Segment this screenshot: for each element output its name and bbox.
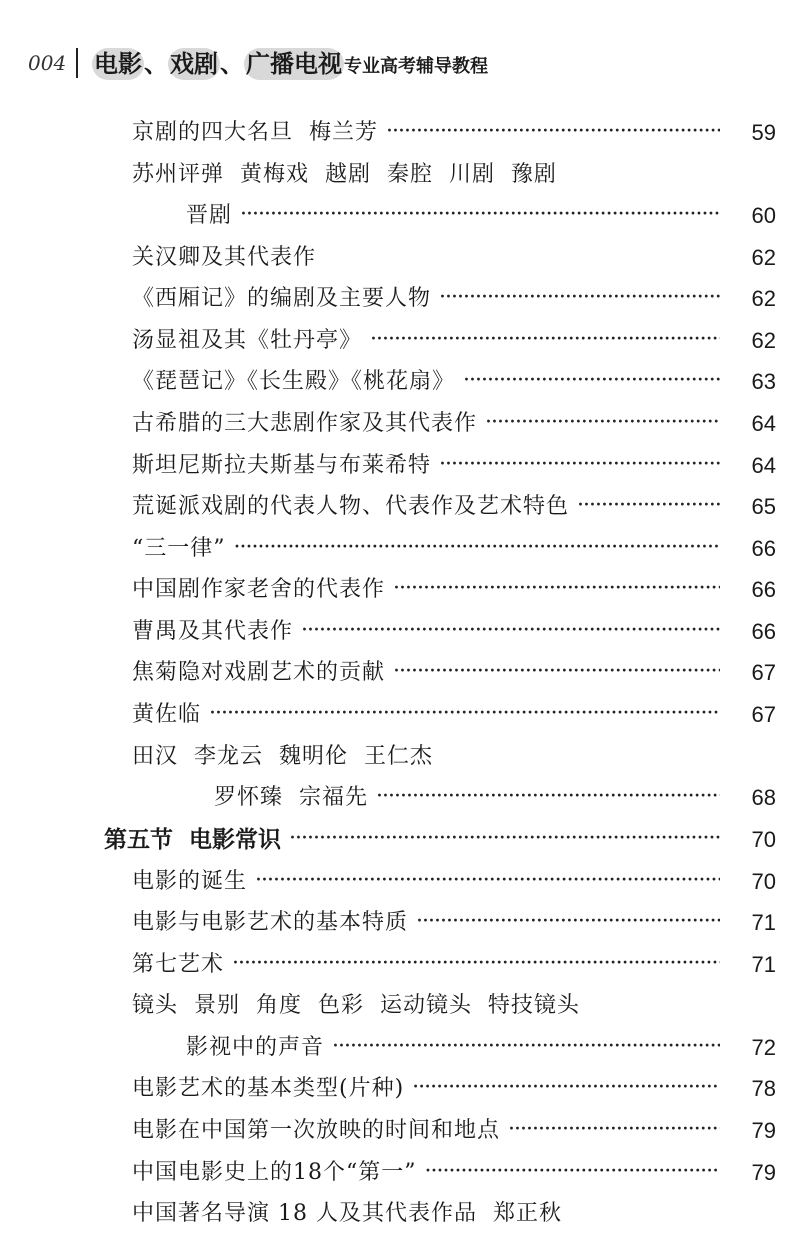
- toc-leader-dots: [332, 1030, 720, 1066]
- toc-leader-dots: [255, 864, 720, 900]
- toc-page-number: 67: [751, 702, 776, 727]
- toc-page-number: 72: [751, 1035, 776, 1060]
- toc-page-number: 62: [751, 245, 776, 270]
- toc-entry[interactable]: [0, 1071, 800, 1107]
- toc-entry[interactable]: [0, 780, 800, 816]
- toc-leader-dots: [416, 905, 720, 941]
- toc-page-number: 79: [751, 1118, 776, 1143]
- toc-entry-title: “三一律”: [132, 536, 226, 561]
- toc-page-number: 65: [751, 494, 776, 519]
- toc-entry[interactable]: [0, 655, 800, 691]
- toc-leader-dots: [463, 364, 720, 400]
- toc-page-number: 63: [751, 369, 776, 394]
- toc-page-number: 64: [751, 453, 776, 478]
- toc-entry-title: 第七艺术: [132, 952, 225, 977]
- toc-leader-dots: [376, 780, 720, 816]
- toc-entry[interactable]: [0, 448, 800, 484]
- toc-page-number: 71: [751, 910, 776, 935]
- toc-entry[interactable]: [0, 531, 800, 567]
- toc-entry-title: 罗怀臻 宗福先: [214, 785, 368, 810]
- toc-entry-title: 荒诞派戏剧的代表人物、代表作及艺术特色: [132, 494, 570, 519]
- toc-entry[interactable]: [0, 739, 800, 775]
- toc-entry-title: 古希腊的三大悲剧作家及其代表作: [132, 411, 478, 436]
- toc-leader-dots: [301, 614, 720, 650]
- toc-leader-dots: [393, 572, 720, 608]
- toc-entry[interactable]: [0, 157, 800, 193]
- toc-entry-title: 《西厢记》的编剧及主要人物: [132, 286, 432, 311]
- toc-page-number: 70: [751, 827, 776, 852]
- toc-page-number: 59: [751, 120, 776, 145]
- toc-entry-title: 晋剧: [186, 203, 233, 228]
- toc-entry[interactable]: [0, 988, 800, 1024]
- toc-leader-dots: [289, 822, 720, 858]
- toc-entry-title: 电影的诞生: [132, 869, 248, 894]
- book-title-sep-2: 、: [220, 50, 244, 78]
- toc-page-number: 70: [751, 869, 776, 894]
- toc-entry-title: 《琵琶记》《长生殿》《桃花扇》: [132, 369, 456, 394]
- toc-entry[interactable]: [0, 489, 800, 525]
- toc-entry[interactable]: [0, 1155, 800, 1191]
- toc-entry[interactable]: [0, 1196, 800, 1232]
- book-title-part-2: 戏剧: [170, 50, 218, 78]
- toc-entry[interactable]: [0, 115, 800, 151]
- toc-leader-dots: [439, 448, 720, 484]
- toc-entry-title: 中国剧作家老舍的代表作: [132, 577, 386, 602]
- toc-page-number: 78: [751, 1076, 776, 1101]
- page-number: 004: [28, 51, 67, 75]
- toc-leader-dots: [508, 1113, 720, 1149]
- toc-leader-dots: [485, 406, 720, 442]
- toc-entry-title: 电影在中国第一次放映的时间和地点: [132, 1118, 501, 1143]
- toc-section-heading[interactable]: [0, 822, 800, 858]
- toc-leader-dots: [232, 947, 720, 983]
- toc-entry-title: 中国著名导演 18 人及其代表作品 郑正秋: [132, 1201, 562, 1226]
- toc-leader-dots: [393, 655, 720, 691]
- book-title-suffix: 专业高考辅导教程: [344, 56, 488, 77]
- toc-entry-title: 关汉卿及其代表作: [132, 245, 317, 270]
- toc-page-number: 60: [751, 203, 776, 228]
- toc-section-title: 第五节 电影常识: [104, 827, 282, 853]
- toc-page-number: 66: [751, 577, 776, 602]
- toc-entry-title: 田汉 李龙云 魏明伦 王仁杰: [132, 744, 433, 769]
- toc-leader-dots: [240, 198, 720, 234]
- toc-entry-title: 京剧的四大名旦 梅兰芳: [132, 120, 378, 145]
- toc-page-number: 62: [751, 286, 776, 311]
- toc-page-number: 79: [751, 1160, 776, 1185]
- toc-entry-title: 影视中的声音: [186, 1035, 325, 1060]
- toc-entry[interactable]: [0, 406, 800, 442]
- toc-entry-title: 电影艺术的基本类型(片种): [132, 1076, 405, 1101]
- toc-entry-title: 汤显祖及其《牡丹亭》: [132, 328, 363, 353]
- toc-entry[interactable]: [0, 364, 800, 400]
- toc-entry-title: 焦菊隐对戏剧艺术的贡献: [132, 660, 386, 685]
- toc-page-number: 64: [751, 411, 776, 436]
- book-title: [92, 44, 488, 79]
- toc-page-number: 68: [751, 785, 776, 810]
- toc-entry[interactable]: [0, 323, 800, 359]
- toc-leader-dots: [577, 489, 720, 525]
- toc-page-number: 66: [751, 619, 776, 644]
- toc-leader-dots: [386, 115, 720, 151]
- book-title-part-3: 广播电视: [246, 50, 342, 78]
- toc-entry-title: 斯坦尼斯拉夫斯基与布莱希特: [132, 453, 432, 478]
- toc-entry[interactable]: [0, 947, 800, 983]
- toc-entry-title: 电影与电影艺术的基本特质: [132, 910, 409, 935]
- book-title-part-1: 电影: [94, 50, 142, 78]
- toc-entry-title: 黄佐临: [132, 702, 202, 727]
- toc-leader-dots: [209, 697, 720, 733]
- toc-entry[interactable]: [0, 614, 800, 650]
- toc-entry[interactable]: [0, 1113, 800, 1149]
- toc-entry-title: 苏州评弹 黄梅戏 越剧 秦腔 川剧 豫剧: [132, 162, 557, 187]
- toc-entry-title: 镜头 景别 角度 色彩 运动镜头 特技镜头: [132, 993, 580, 1018]
- toc-entry[interactable]: [0, 198, 800, 234]
- toc-page-number: 62: [751, 328, 776, 353]
- toc-entry[interactable]: [0, 864, 800, 900]
- toc-page-number: 67: [751, 660, 776, 685]
- toc-entry-page: [0, 240, 800, 276]
- toc-leader-dots: [439, 281, 720, 317]
- toc-entry[interactable]: [0, 697, 800, 733]
- toc-entry[interactable]: [0, 572, 800, 608]
- toc-leader-dots: [412, 1071, 720, 1107]
- book-title-sep-1: 、: [144, 50, 168, 78]
- toc-leader-dots: [234, 531, 721, 567]
- toc-page-number: 71: [751, 952, 776, 977]
- toc-entry[interactable]: [0, 1030, 800, 1066]
- toc-entry-title: 中国电影史上的18个“第一”: [132, 1160, 417, 1185]
- toc-leader-dots: [425, 1155, 721, 1191]
- toc-entry-title: 曹禺及其代表作: [132, 619, 294, 644]
- toc-entry[interactable]: [0, 905, 800, 941]
- toc-leader-dots: [370, 323, 720, 359]
- header-divider: [76, 48, 78, 78]
- toc-entry[interactable]: [0, 281, 800, 317]
- toc-page-number: 66: [751, 536, 776, 561]
